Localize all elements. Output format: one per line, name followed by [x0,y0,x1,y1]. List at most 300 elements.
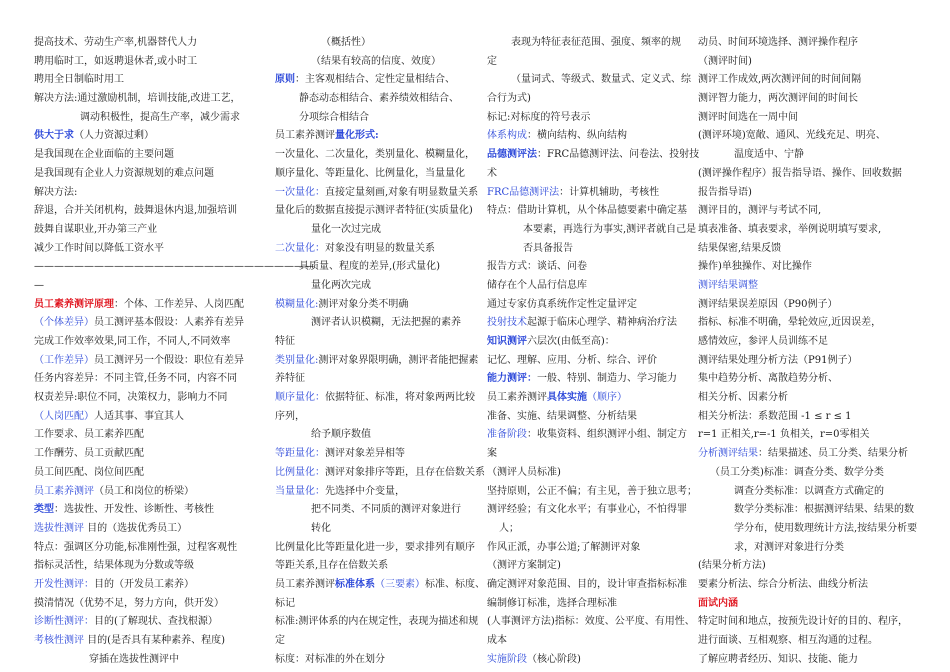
text-line [34,109,244,128]
text-line [698,651,908,670]
text-span: r=1 正相关,r=-1 负相关，r=0零相关 [698,429,870,441]
text-line [275,651,485,670]
text-line [487,127,697,146]
text-line [698,314,908,333]
text-line [275,464,485,483]
highlighted-term: 投射技术 [487,317,527,329]
text-line [487,184,697,203]
text-span: 指标灵活性，结果体现为分数或等级 [34,560,194,572]
text-span: 了解应聘者经历、知识、技能、能力 [698,653,858,665]
text-line [275,557,485,576]
text-span: （结果有较高的信度、效度） [311,55,441,67]
text-span: 调动积极性，提高生产率，减少需求 [80,111,240,123]
text-line [275,53,485,72]
text-span: 目的(是否具有某种素养、程度) [84,635,225,646]
text-span: ：计算机辅助，考核性 [559,186,660,198]
text-line [698,146,908,165]
text-line [698,184,908,203]
text-line [275,146,485,165]
text-line [34,370,244,389]
text-line [275,576,485,595]
text-span: 量化后的数据直接提示测评者特征(实质量化) [275,205,473,217]
text-line [487,520,697,539]
highlighted-term: 一次量化： [275,186,325,198]
highlighted-term: 能力测评： [487,373,537,385]
text-span: 完成工作效率效果,同工作，不同人,不同效率 [34,336,231,347]
text-line [698,370,908,389]
text-line [275,127,485,146]
text-line [698,240,908,259]
text-line [698,53,908,72]
text-span: 员工素养测评 [275,578,335,590]
text-span: 合行为式) [487,93,531,105]
text-line [34,202,244,221]
text-span: 标记:对标度的符号表示 [487,111,591,123]
text-span: 测评经验；有文化水平；有事业心，不怕得罪 [487,504,687,516]
text-span: 定 [275,635,285,646]
highlighted-term: 比例量化： [275,466,325,478]
text-span: 先选择中介变量， [325,485,405,497]
text-span: 聘用全日制临时用工 [34,74,124,86]
text-line [34,445,244,464]
text-line [698,258,908,277]
text-span: 员工素养测评 [275,130,335,142]
text-span: 测评对象界限明确，测评者能把握素 [318,354,479,366]
text-span: 依据特征、标准，将对象两两比较 [325,392,475,404]
text-line [487,277,697,296]
text-span: （概括性） [321,37,371,48]
highlighted-term: 员工素养测评 [34,485,94,497]
text-line [487,632,697,651]
text-span: — [34,279,44,291]
text-span: 本要素，再选行为事实,测评者就自己是 [523,223,697,235]
text-line [34,184,244,203]
highlighted-term: 原则 [275,74,295,86]
text-span: 工作酬劳、员工贡献匹配 [34,448,144,460]
text-line [275,333,485,352]
text-span: 记忆、理解、应用、分析、综合、评价 [487,354,657,366]
text-span: (人事测评方法)指标：效度、公平度、有用性、 [487,616,695,628]
text-span: 测评工作成效,两次测评间的时间间隔 [698,74,862,86]
text-span: 是我国现有企业人力资源规划的难点问题 [34,167,214,179]
text-span: （量词式、等级式、数量式、定义式、综 [511,74,691,86]
text-line [34,258,314,277]
text-span: 通过专家仿真系统作定性定量评定 [487,298,637,310]
text-column-2 [275,34,485,669]
text-line [34,240,244,259]
highlighted-term: 品德测评法 [487,149,537,161]
text-span: 标度：对标准的外在划分 [275,653,385,665]
text-span: ：主客观相结合、定性定量相结合、 [295,74,455,86]
text-line [34,165,244,184]
text-line [275,370,485,389]
text-line [34,595,244,614]
text-span: 摸清情况（优势不足，努力方向，供开发） [34,597,224,609]
text-line [487,240,697,259]
text-span: 六层次(由低至高)： [527,336,615,347]
highlighted-term: 等距量化： [275,448,325,460]
text-span: ：收集资料、组织测评小组、制定方 [527,429,687,441]
text-line [698,202,908,221]
text-span: 报告指导语) [698,186,752,198]
text-span: 确定测评对象范围、目的，设计审查指标标准 [487,578,687,590]
text-span: 指标、标准不明确，晕轮效应,近因误差， [698,317,882,329]
text-line [275,352,485,371]
text-span: ：FRC品德测评法、问卷法、投射技 [537,149,700,161]
highlighted-term: 选拔性测评 [34,522,84,534]
highlighted-term: 类型 [34,504,54,516]
text-span: 标准:测评体系的内在规定性，表现为描述和规 [275,616,479,628]
highlighted-term: 类别量化: [275,354,319,366]
text-span: 坚持原则，公正不偏；有主见，善于独立思考； [487,485,697,497]
text-span: 定 [487,55,497,67]
text-line [275,221,485,240]
text-span: (测评环境)宽敞、通风、光线充足、明亮、 [698,130,886,142]
text-line [34,389,244,408]
text-line [275,389,485,408]
text-line [698,445,908,464]
highlighted-term: （工作差异） [34,354,94,366]
text-span: （员工分类)标准：调查分类、数学分类 [710,466,884,478]
text-span: 特点：强调区分功能,标准刚性强，过程客观性 [34,541,238,553]
highlighted-term: （个体差异） [34,317,94,329]
text-line [487,165,697,184]
text-line [34,539,244,558]
text-line [487,202,697,221]
text-span: 集中趋势分析、离散趋势分析、 [698,373,838,385]
text-span: （测评人员标准) [487,466,561,478]
text-span: ：选拔性、开发性、诊断性、考核性 [54,504,214,516]
text-line [698,464,908,483]
text-span: (测评操作程序）报告指导语、操作、回收数据 [698,167,902,179]
text-span: 测评时间选在一周中间 [698,111,798,123]
text-line [487,109,697,128]
text-line [487,352,697,371]
text-span: 员工素养测评 [487,392,547,404]
text-line [487,370,697,389]
text-line [34,501,244,520]
text-line [34,296,244,315]
text-line [275,501,485,520]
text-span: 起源于临床心理学、精神病治疗法 [527,317,677,329]
highlighted-term: 知识测评 [487,336,527,347]
text-span: 求，对测评对象进行分类 [734,541,844,553]
highlighted-term: 供大于求 [34,130,74,142]
text-line [698,90,908,109]
text-line [487,539,697,558]
text-span: (结果分析方法) [698,560,766,572]
highlighted-term: 诊断性测评： [34,616,94,628]
text-line [487,613,697,632]
text-span: 工作要求、员工素养匹配 [34,429,144,441]
text-span: 给予顺序数值 [311,429,371,441]
text-line [34,464,244,483]
text-line [698,576,908,595]
text-line [698,539,908,558]
text-line [275,613,485,632]
highlighted-term: 实施阶段 [487,653,527,665]
text-span: 直接定量刻画,对象有明显数量关系 [325,186,479,198]
text-line [34,221,244,240]
text-span: 特征 [275,336,295,347]
text-line [275,632,485,651]
text-span: 要素分析法、综合分析法、曲线分析法 [698,578,868,590]
text-line [275,165,485,184]
text-line [275,595,485,614]
text-line [275,184,485,203]
text-span: 准备、实施、结果调整、分析结果 [487,410,637,422]
text-line [487,651,697,670]
text-span: 测评结果误差原因（P90例子） [698,298,838,310]
highlighted-term: 体系构成 [487,130,527,142]
text-span: 温度适中、宁静 [734,149,804,161]
text-span: 表现为特征表征范围、强度、频率的规 [511,37,681,48]
text-span: （核心阶段) [527,653,581,665]
highlighted-term: （三要素） [375,578,425,590]
text-line [487,576,697,595]
highlighted-term: 量化形式: [335,130,379,142]
text-column-3 [487,34,700,669]
text-span: 是我国现在企业面临的主要问题 [34,149,174,161]
text-line [487,34,697,53]
text-span: 动员、时间环境选择、测评操作程序 [698,37,858,48]
highlighted-term: 顺序量化： [275,392,325,404]
highlighted-term: 开发性测评： [34,578,94,590]
highlighted-term: 具体实施 [547,392,587,404]
text-span: 解决方法:通过激励机制，培训技能,改进工艺， [34,93,241,105]
text-line [487,501,697,520]
text-span: 转化 [311,522,331,534]
text-span: 测评者认识模糊，无法把握的素养 [311,317,461,329]
text-span: 等距关系,且存在倍数关系 [275,560,389,572]
text-span: 标记 [275,597,295,609]
highlighted-term: 当量量化： [275,485,325,497]
text-span: 提高技术、劳动生产率,机器替代人力 [34,37,198,48]
text-line [275,520,485,539]
text-span: 相关分析、因素分析 [698,392,788,404]
text-span: 量化一次过完成 [311,223,381,235]
text-span: （测评方案制定) [487,560,561,572]
text-line [275,109,485,128]
text-line [698,277,908,296]
text-line [487,146,700,165]
highlighted-term: 标准体系 [335,578,375,590]
text-span: 测评智力能力，两次测评间的时间长 [698,93,858,105]
highlighted-term: FRC品德测评法 [487,186,560,198]
text-line [275,408,485,427]
text-span: ：结果描述、员工分类、结果分析 [758,448,908,460]
text-span: 进行面谈、互相观察、相互沟通的过程。 [698,635,878,646]
text-line [698,483,908,502]
text-span: 任务内容差异：不同主管,任务不同，内容不同 [34,373,238,385]
text-line [487,258,697,277]
text-span: 测评对象差异相等 [325,448,405,460]
text-span: 测评目的，测评与考试不同, [698,205,822,217]
text-span: 员工间匹配、岗位间匹配 [34,466,144,478]
text-line [487,71,697,90]
highlighted-term: 分析测评结果 [698,448,758,460]
text-line [698,333,908,352]
text-span: 案 [487,448,497,460]
text-span: 养特征 [275,373,305,385]
text-span: 分项综合相结合 [299,111,369,123]
text-line [698,165,908,184]
text-span: 对象没有明显的数量关系 [325,242,435,254]
text-line [34,127,244,146]
text-span: 测评结果处理分析方法（P91例子） [698,354,858,366]
text-line [487,314,697,333]
text-line [275,296,485,315]
text-span: 测评对象分类不明确 [318,298,409,310]
text-line [487,464,697,483]
highlighted-term: 测评结果调整 [698,279,758,291]
text-line [34,426,244,445]
text-span: 结果保密,结果反馈 [698,242,782,254]
text-span: 顺序量化、等距量化、比例量化，当量量化 [275,167,465,179]
text-line [275,539,485,558]
text-line [34,483,244,502]
text-span: 序列， [275,410,305,422]
text-column-4 [698,34,918,669]
highlighted-term: 准备阶段 [487,429,527,441]
text-span: ：横向结构、纵向结构 [527,130,627,142]
text-line [698,408,908,427]
text-span: 作风正派，办事公道;了解测评对象 [487,541,641,553]
text-line [34,613,244,632]
text-span: 标准、标度、 [425,578,485,590]
text-line [34,408,244,427]
text-line [34,53,244,72]
text-span: 数学分类标准：根据测评结果、结果的数 [734,504,914,516]
text-span: 目的（开发员工素养） [94,578,194,590]
text-span: 特定时间和地点，按预先设计好的目的、程序， [698,616,908,628]
text-line [487,595,697,614]
text-line [34,90,244,109]
text-span: 操作)单独操作、对比操作 [698,261,812,273]
text-span: 调查分类标准：以调查方式确定的 [734,485,884,497]
text-span: 比例量化比等距量化进一步，要求排列有顺序 [275,541,475,553]
text-line [275,277,485,296]
text-span: 一次量化、二次量化，类别量化、模糊量化， [275,149,475,161]
text-span: ———————————————————————————— [34,261,314,273]
text-line [275,71,485,90]
text-line [698,595,908,614]
text-line [698,127,908,146]
text-line [698,557,908,576]
text-line [698,71,908,90]
text-span: 相关分析法：系数范围 -1 ≤ r ≤ 1 [698,410,852,422]
text-span: 特点：借助计算机，从个体品德要素中确定基 [487,205,687,217]
highlighted-term: 员工素养测评原理 [34,298,114,310]
text-line [487,445,697,464]
text-line [698,109,908,128]
text-span: 填表准备、填表要求，举例说明填写要求, [698,223,882,235]
text-line [487,408,697,427]
text-span: 员工测评另一个假设：职位有差异 [94,354,244,366]
text-line [34,71,244,90]
text-span: 员工测评基本假设：人素养有差异 [94,317,244,329]
text-line [275,483,485,502]
text-span: 感情效应，参评人员训练不足 [698,336,828,347]
text-line [34,651,244,670]
text-span: 解决方法: [34,186,78,198]
text-line [275,258,485,277]
text-span: （员工和岗位的桥梁） [94,485,194,497]
text-line [275,426,485,445]
text-line [34,352,244,371]
text-span: 量化两次完成 [311,279,371,291]
text-span: 人； [499,522,519,534]
highlighted-term: 考核性测评 [34,635,84,646]
text-line [698,34,908,53]
text-span: 成本 [487,635,507,646]
text-line [275,314,485,333]
text-span: 穿插在选拔性测评中 [89,653,179,665]
text-span: 具质量、程度的差异,(形式量化) [299,261,440,273]
text-span: 把不同类、不同质的测评对象进行 [311,504,461,516]
text-span: 人适其事、事宜其人 [94,410,184,422]
text-line [487,296,697,315]
text-span: 目的（选拔优秀员工） [84,522,188,534]
text-span: 辞退，合并关闭机构，鼓舞退休内退,加强培训 [34,205,238,217]
text-line [34,277,244,296]
text-line [698,520,918,539]
text-line [698,389,908,408]
text-span: 否具备报告 [523,242,573,254]
text-line [487,426,697,445]
text-line [34,632,244,651]
text-line [487,389,697,408]
text-line [34,314,244,333]
text-span: （人力资源过剩） [74,130,154,142]
highlighted-term: （人岗匹配） [34,410,94,422]
text-line [487,483,697,502]
highlighted-term: 模糊量化: [275,298,319,310]
text-line [698,352,908,371]
text-span: 静态动态相结合、素养绩效相结合、 [299,93,459,105]
text-line [34,557,244,576]
text-span: ：个体、工作差异、人岗匹配 [114,298,244,310]
text-line [275,202,485,221]
text-line [698,221,908,240]
text-line [487,53,697,72]
text-line [487,333,697,352]
text-span: 鼓舞自谋职业,开办第三产业 [34,223,158,235]
text-span: 聘用临时工，如返聘退休者,或小时工 [34,55,198,67]
text-line [487,90,697,109]
text-span: 储存在个人品行信息库 [487,279,587,291]
text-line [698,501,914,520]
text-span: 一般、特别、制造力、学习能力 [537,373,677,385]
text-line [34,146,244,165]
text-span: 编制修订标准，选择合理标准 [487,597,617,609]
text-span: 术 [487,167,497,179]
text-span: 目的(了解现状、查找根源） [94,616,218,628]
text-line [34,520,244,539]
highlighted-term: （顺序） [587,392,627,404]
text-line [275,90,485,109]
text-line [487,557,697,576]
text-span: 报告方式：谈话、问卷 [487,261,587,273]
text-line [34,576,244,595]
text-span: 测评对象排序等距，且存在倍数关系 [325,466,485,478]
text-line [698,426,908,445]
text-span: 减少工作时间以降低工资水平 [34,242,164,254]
highlighted-term: 面试内涵 [698,597,738,609]
text-line [487,221,697,240]
text-line [698,613,908,632]
text-line [34,333,244,352]
